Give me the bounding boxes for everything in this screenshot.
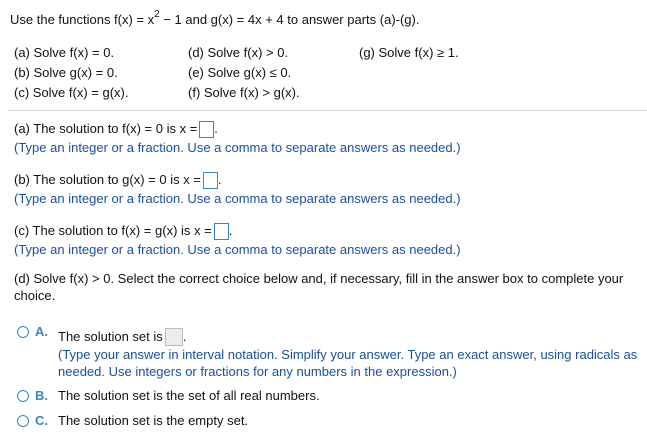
question-b-prompt: (b) The solution to g(x) = 0 is x = (14, 172, 201, 187)
question-a-prompt: (a) The solution to f(x) = 0 is x = (14, 121, 198, 136)
choice-a-label: The solution set is (58, 329, 163, 344)
problem-statement (10, 8, 420, 27)
header-exponent: 2 (154, 8, 160, 20)
answer-box-c[interactable] (214, 223, 229, 240)
answer-box-d[interactable] (165, 328, 183, 346)
part-a-label: (a) Solve f(x) = 0. (14, 45, 115, 60)
part-c-label: (c) Solve f(x) = g(x). (14, 85, 129, 100)
choice-b-text: The solution set is the set of all real numbers. (58, 388, 320, 403)
part-f-label: (f) Solve f(x) > g(x). (188, 85, 300, 100)
choice-a-hint-line1: (Type your answer in interval notation. Simplify your answer. Type an exact answer, using radicals as (58, 347, 638, 362)
header-suffix: − 1 and g(x) = 4x + 4 to answer parts (a)-(g). (159, 12, 420, 27)
choice-a-text (58, 328, 186, 346)
choice-a-hint-line2: needed. Use integers or fractions for any numbers in the expression.) (58, 364, 457, 379)
question-d-prompt-line2: choice. (14, 288, 56, 303)
answer-box-a[interactable] (199, 121, 214, 138)
question-c-hint: (Type an integer or a fraction. Use a comma to separate answers as needed.) (14, 242, 461, 257)
question-b-hint: (Type an integer or a fraction. Use a comma to separate answers as needed.) (14, 191, 461, 206)
question-d-prompt-line1: (d) Solve f(x) > 0. Select the correct choice below and, if necessary, fill in the answer box to complete your (14, 271, 624, 286)
choice-a-radio[interactable] (17, 326, 29, 338)
choice-a-period: . (182, 329, 187, 344)
part-e-label: (e) Solve g(x) ≤ 0. (188, 65, 292, 80)
part-d-label: (d) Solve f(x) > 0. (188, 45, 289, 60)
question-b-period: . (217, 172, 222, 187)
choice-c-radio[interactable] (17, 415, 29, 427)
choice-a-letter: A. (35, 324, 48, 339)
part-b-label: (b) Solve g(x) = 0. (14, 65, 118, 80)
part-g-label: (g) Solve f(x) ≥ 1. (359, 45, 459, 60)
choice-c-letter: C. (35, 413, 48, 428)
section-divider (8, 110, 647, 111)
question-a (14, 121, 218, 138)
header-prefix: Use the functions f(x) = x (10, 12, 155, 27)
question-a-hint: (Type an integer or a fraction. Use a comma to separate answers as needed.) (14, 140, 461, 155)
question-c-period: . (228, 223, 233, 238)
question-c-prompt: (c) The solution to f(x) = g(x) is x = (14, 223, 212, 238)
choice-b-letter: B. (35, 388, 48, 403)
choice-b-radio[interactable] (17, 390, 29, 402)
question-b (14, 172, 222, 189)
answer-box-b[interactable] (203, 172, 218, 189)
question-c (14, 223, 232, 240)
choice-c-text: The solution set is the empty set. (58, 413, 249, 428)
question-a-period: . (214, 121, 218, 136)
